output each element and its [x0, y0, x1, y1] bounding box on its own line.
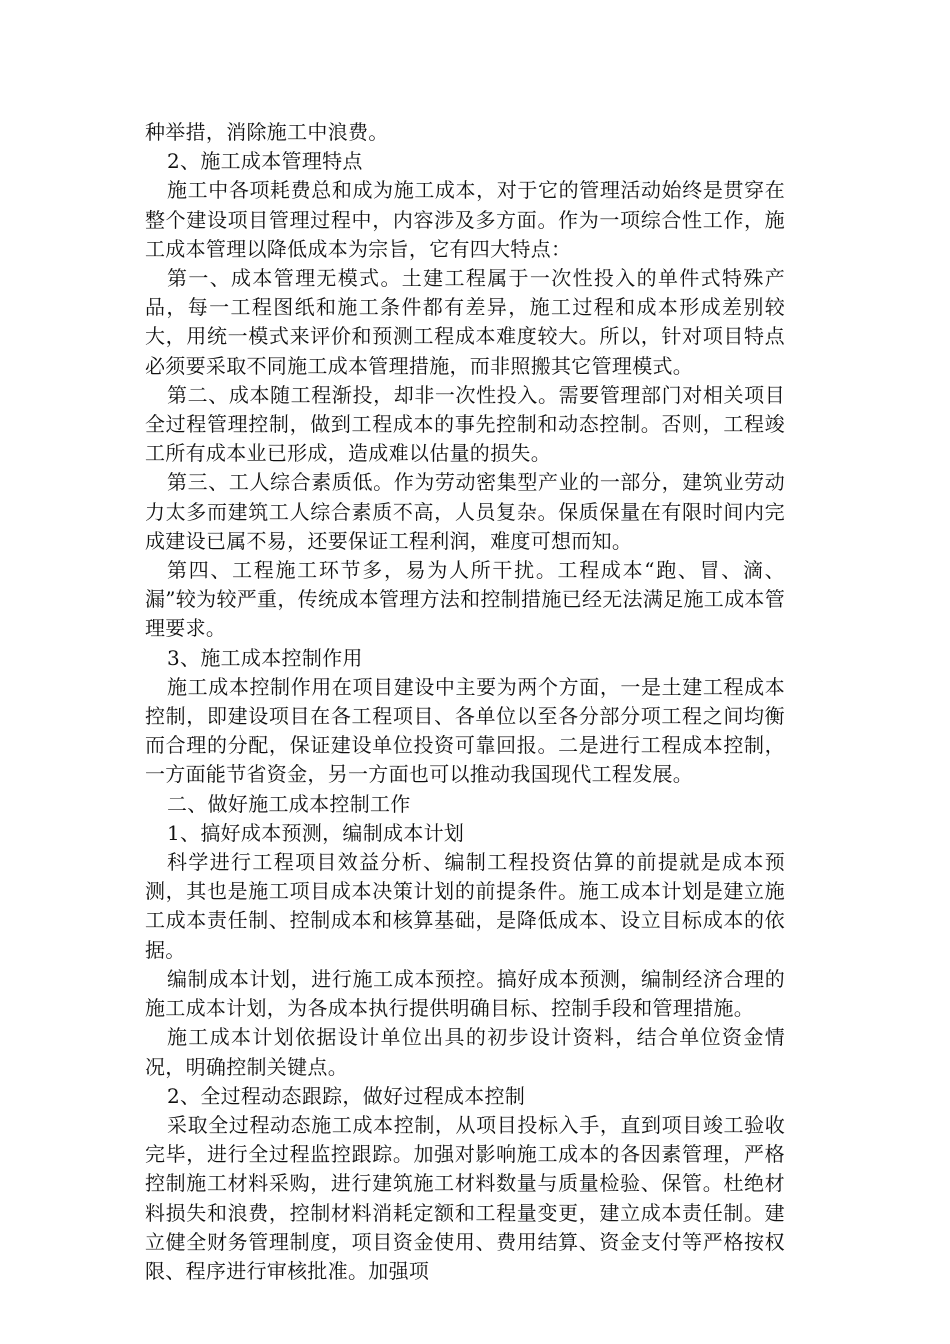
paragraph: 第四、工程施工环节多，易为人所干扰。工程成本“跑、冒、滴、漏”较为较严重，传统成本管理方法和控制措施已经无法满足施工成本管理要求。: [145, 558, 785, 641]
paragraph: 施工成本计划依据设计单位出具的初步设计资料，结合单位资金情况，明确控制关键点。: [145, 1025, 785, 1079]
section-heading-cost-control-role: 3、施工成本控制作用: [167, 645, 363, 670]
paragraph: 施工成本控制作用在项目建设中主要为两个方面，一是土建工程成本控制，即建设项目在各工程项目、各单位以至各分部分项工程之间均衡而合理的分配，保证建设单位投资可靠回报。二是进行工程成本控制，一方面能节省资金，另一方面也可以推动我国现代工程发展。: [145, 674, 785, 787]
paragraph: 第三、工人综合素质低。作为劳动密集型产业的一部分，建筑业劳动力太多而建筑工人综合素质不高，人员复杂。保质保量在有限时间内完成建设已属不易，还要保证工程利润，难度可想而知。: [145, 470, 785, 553]
chapter-heading-cost-control-work: 二、做好施工成本控制工作: [167, 791, 411, 816]
paragraph: 编制成本计划，进行施工成本预控。搞好成本预测，编制经济合理的施工成本计划，为各成本执行提供明确目标、控制手段和管理措施。: [145, 966, 785, 1021]
section-heading-construction-cost-management-features: 2、施工成本管理特点: [167, 149, 363, 174]
document-body: [145, 118, 785, 1286]
paragraph: 科学进行工程项目效益分析、编制工程投资估算的前提就是成本预测，其也是施工项目成本决策计划的前提条件。施工成本计划是建立施工成本责任制、控制成本和核算基础，是降低成本、设立目标成本的依据。: [145, 850, 785, 962]
paragraph: 施工中各项耗费总和成为施工成本，对于它的管理活动始终是贯穿在整个建设项目管理过程中，内容涉及多方面。作为一项综合性工作，施工成本管理以降低成本为宗旨，它有四大特点：: [145, 178, 785, 261]
paragraph: 第二、成本随工程渐投，却非一次性投入。需要管理部门对相关项目全过程管理控制，做到工程成本的事先控制和动态控制。否则，工程竣工所有成本业已形成，造成难以估量的损失。: [145, 382, 785, 466]
section-heading-process-cost-control: 2、全过程动态跟踪，做好过程成本控制: [167, 1083, 526, 1108]
paragraph: 第一、成本管理无模式。土建工程属于一次性投入的单件式特殊产品，每一工程图纸和施工条件都有差异，施工过程和成本形成差别较大，用统一模式来评价和预测工程成本难度较大。所以，针对项目特点必须要采取不同施工成本管理措施，而非照搬其它管理模式。: [145, 266, 785, 378]
paragraph-continued: 种举措，消除施工中浪费。: [145, 120, 389, 144]
section-heading-cost-forecast-plan: 1、搞好成本预测，编制成本计划: [167, 820, 465, 845]
paragraph: 采取全过程动态施工成本控制，从项目投标入手，直到项目竣工验收完毕，进行全过程监控跟踪。加强对影响施工成本的各因素管理，严格控制施工材料采购，进行建筑施工材料数量与质量检验、保管。杜绝材料损失和浪费，控制材料消耗定额和工程量变更，建立成本责任制。建立健全财务管理制度，项目资金使用、费用结算、资金支付等严格按权限、程序进行审核批准。加强项: [145, 1112, 785, 1283]
